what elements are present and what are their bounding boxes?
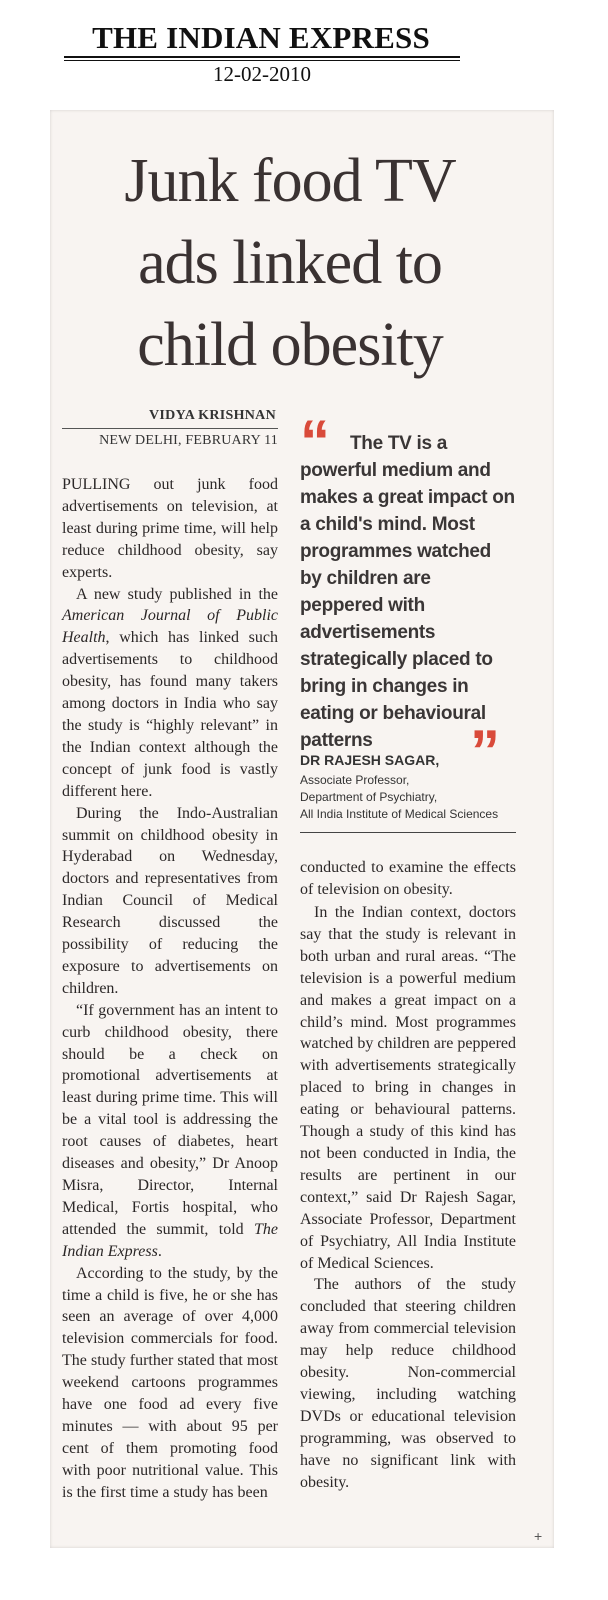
text: A new study published in the bbox=[76, 585, 278, 603]
pull-quote-text: The TV is a powerful medium and makes a great impact on a child's mind. Most programmes watched by children are peppered with advertisements strategically placed to bring in changes in eating or behavioural patterns bbox=[300, 433, 515, 751]
pull-quote-attribution-title bbox=[300, 772, 516, 823]
paragraph: According to the study, by the time a child is five, he or she has seen an average of over 4,000 television commercials for food. The study further stated that most weekend cartoons programmes have one food ad every five minutes — with about 95 per cent of them promoting food with poor nutritional value. This is the first time a study has been bbox=[62, 1264, 278, 1501]
headline bbox=[60, 140, 520, 386]
pull-quote-rule bbox=[300, 832, 516, 833]
masthead-rule bbox=[64, 56, 460, 58]
paragraph: PULLING out junk food advertisements on television, at least during prime time, will help reduce childhood obesity, say experts. bbox=[62, 476, 278, 581]
masthead-rule-thin bbox=[64, 60, 460, 61]
journal-name: American Journal of Public Health bbox=[62, 607, 278, 647]
publication-date: 12-02-2010 bbox=[213, 62, 311, 86]
paragraph: During the Indo-Australian summit on childhood obesity in Hyderabad on Wednesday, doctors and representatives from Indian Council of Medical Research discussed the possibility of reducing the exposure to advertisements on children. bbox=[62, 804, 278, 997]
masthead: THE INDIAN EXPRESS bbox=[92, 20, 430, 55]
headline-line: Junk food TV bbox=[124, 147, 456, 215]
article-column-2-continuation bbox=[300, 857, 516, 901]
dateline: NEW DELHI, FEBRUARY 11 bbox=[99, 433, 278, 448]
paragraph bbox=[62, 584, 278, 803]
article-column-1 bbox=[62, 474, 278, 1504]
attribution-line: All India Institute of Medical Sciences bbox=[300, 807, 499, 821]
close-quote-icon: ” bbox=[470, 718, 500, 785]
headline-line: ads linked to bbox=[138, 229, 442, 297]
attribution-line: Associate Professor, bbox=[300, 773, 410, 787]
text: . bbox=[157, 1242, 162, 1260]
paragraph: conducted to examine the effects of television on obesity. bbox=[300, 859, 516, 898]
text: , which has linked such advertisements to childhood obesity, has found many takers among doctors in India who say the study is “highly relevant” in the Indian context although the concept of junk food is vastly different here. bbox=[62, 629, 278, 800]
paragraph: The authors of the study concluded that steering children away from commercial television may help reduce childhood obesity. Non-commercial viewing, including watching DVDs or educational television programming, was observed to have no significant link with obesity. bbox=[300, 1276, 516, 1491]
article-column-2 bbox=[300, 902, 516, 1493]
crop-mark: + bbox=[534, 1528, 543, 1544]
newspaper-name: The Indian Express bbox=[62, 1220, 278, 1260]
paragraph: In the Indian context, doctors say that the study is relevant in both urban and rural areas. “The television is a powerful medium and makes a great impact on a child’s mind. Most programmes watched by children are peppered with advertisements strategically placed to bring in changes in eating or behavioural patterns. Though a study of this kind has not been conducted in India, the results are pertinent in our context,” said Dr Rajesh Sagar, Associate Professor, Department of Psychiatry, All India Institute of Medical Sciences. bbox=[300, 904, 516, 1272]
open-quote-icon: “ bbox=[300, 408, 330, 475]
attribution-line: Department of Psychiatry, bbox=[300, 790, 438, 804]
byline-rule bbox=[62, 428, 278, 429]
byline-author: VIDYA KRISHNAN bbox=[149, 408, 276, 423]
headline-line: child obesity bbox=[137, 311, 443, 379]
pull-quote-attribution-name: DR RAJESH SAGAR, bbox=[300, 752, 440, 768]
text: “If government has an intent to curb childhood obesity, there should be a check on promotional advertisements at least during prime time. This will be a vital tool is addressing the root causes of diabetes, heart diseases and obesity,” Dr Anoop Misra, Director, Internal Medical, Fortis hospital, who attended the summit, told bbox=[62, 1001, 278, 1238]
paragraph bbox=[62, 1000, 278, 1263]
